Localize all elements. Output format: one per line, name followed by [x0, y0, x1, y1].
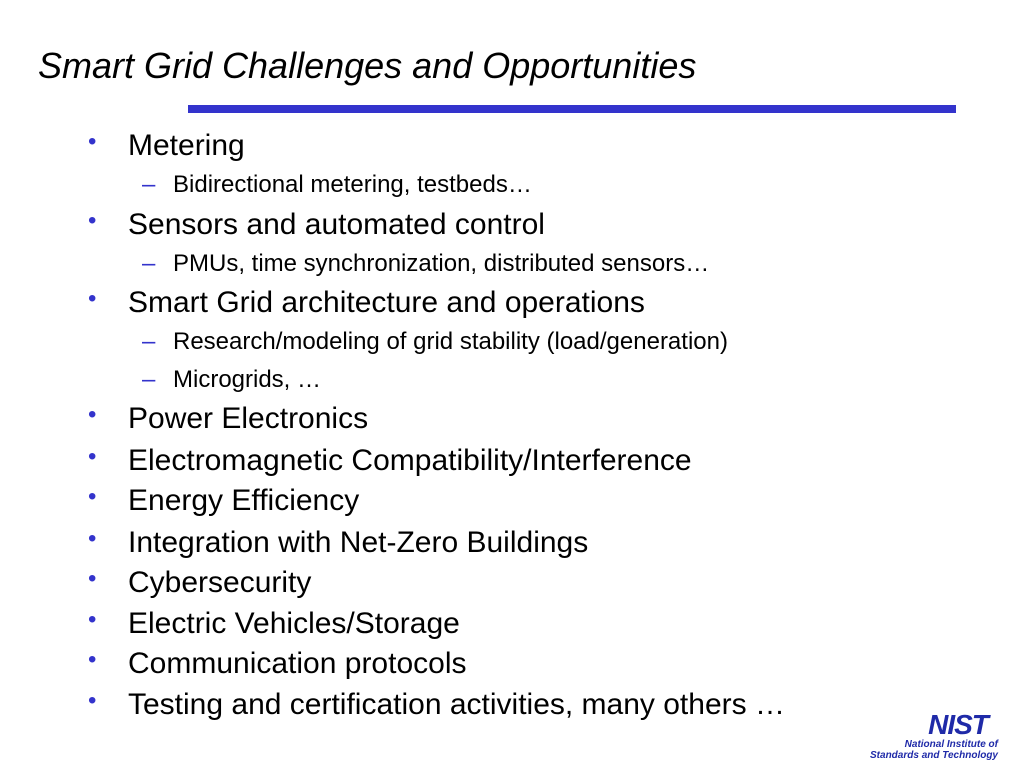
nist-logo-line-2: Standards and Technology [870, 750, 998, 761]
nist-logo [858, 708, 998, 763]
bullet-text: Metering [128, 129, 245, 162]
bullet-text: Smart Grid architecture and operations [128, 286, 645, 319]
sub-bullet-marker: – [142, 171, 156, 198]
bullet-text: Testing and certification activities, many others … [128, 688, 785, 721]
title-underline [188, 105, 956, 113]
bullet-marker: • [88, 128, 97, 155]
bullet-text: Electromagnetic Compatibility/Interference [128, 444, 692, 477]
bullet-text: Energy Efficiency [128, 484, 360, 517]
bullet-text: Communication protocols [128, 647, 467, 680]
bullet-text: Sensors and automated control [128, 208, 545, 241]
bullet-marker: • [88, 483, 97, 510]
sub-bullet-marker: – [142, 250, 156, 277]
bullet-marker: • [88, 207, 97, 234]
nist-wordmark-text: NIST [928, 709, 988, 738]
slide-title: Smart Grid Challenges and Opportunities [38, 45, 697, 86]
sub-bullet-text: Microgrids, … [173, 366, 322, 393]
sub-bullet-text: PMUs, time synchronization, distributed sensors… [173, 250, 710, 277]
nist-wordmark [920, 708, 996, 738]
bullet-marker: • [88, 646, 97, 673]
bullet-text: Power Electronics [128, 402, 369, 435]
sub-bullet-text: Research/modeling of grid stability (load/generation) [173, 328, 728, 355]
bullet-marker: • [88, 687, 97, 714]
bullet-text: Cybersecurity [128, 566, 312, 599]
nist-logo-line-1: National Institute of [904, 739, 998, 750]
bullet-marker: • [88, 565, 97, 592]
sub-bullet-marker: – [142, 366, 156, 393]
sub-bullet-text: Bidirectional metering, testbeds… [173, 171, 532, 198]
bullet-marker: • [88, 285, 97, 312]
bullet-marker: • [88, 525, 97, 552]
bullet-text: Electric Vehicles/Storage [128, 607, 460, 640]
bullet-text: Integration with Net-Zero Buildings [128, 526, 589, 559]
bullet-marker: • [88, 606, 97, 633]
bullet-marker: • [88, 443, 97, 470]
bullet-marker: • [88, 401, 97, 428]
nist-logo-subtitle [858, 739, 998, 761]
sub-bullet-marker: – [142, 328, 156, 355]
